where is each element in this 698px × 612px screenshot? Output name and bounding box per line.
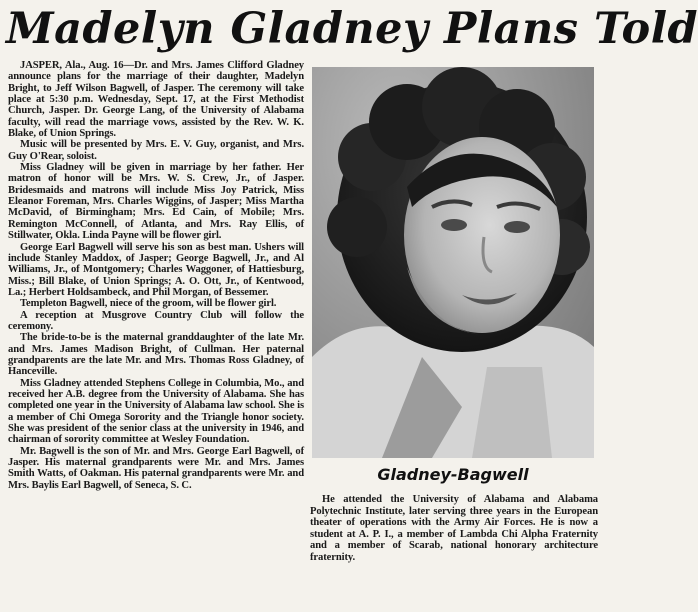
- paragraph-reception: A reception at Musgrove Country Club will follow the ceremony.: [8, 309, 304, 332]
- paragraph-music: Music will be presented by Mrs. E. V. Guy, organist, and Mrs. Guy O'Rear, soloist.: [8, 139, 304, 162]
- headline: Madelyn Gladney Plans Told: [6, 4, 698, 54]
- paragraph-announcement: JASPER, Ala., Aug. 16—Dr. and Mrs. James Clifford Gladney announce plans for the marriage of their daughter, Madelyn Bright, to Jeff Wilson Bagwell, of Jasper. The ceremony will take place at 5:30 p.m. Wednesday, Sept. 17, at the First Methodist Church, Jasper. Dr. George Lang, of the University of Alabama faculty, will read the marriage vows, assisted by the Rev. W. K. Blake, of Union Springs.: [8, 60, 304, 140]
- article-left-column: [8, 60, 304, 608]
- paragraph-groomsmen: George Earl Bagwell will serve his son as best man. Ushers will include Stanley Maddox, of Jasper; George Bagwell, Jr., and Al Williams, Jr., of Montgomery; Charles Waggoner, of Hattiesburg, Miss.; Bill Blake, of Union Springs; A. O. Ott, Jr., of Kentwood, La.; Herbert Holdsambeck, and Phil Morgan, of Bessemer.: [8, 241, 304, 298]
- paragraph-bride-grandparents: The bride-to-be is the maternal granddaughter of the late Mr. and Mrs. James Madison Bright, of Cullman. Her paternal grandparents are the late Mr. and Mrs. Thomas Ross Gladney, of Hanceville.: [8, 332, 304, 378]
- paragraph-groom-education: He attended the University of Alabama and Alabama Polytechnic Institute, later serving three years in the European theater of operations with the Army Air Forces. He is now a student at A. P. I., a member of Lambda Chi Alpha Fraternity and a member of Scarab, national honorary architecture fraternity.: [310, 494, 598, 563]
- portrait-photo: [312, 67, 594, 458]
- paragraph-groom-family: Mr. Bagwell is the son of Mr. and Mrs. George Earl Bagwell, of Jasper. His maternal grandparents were Mr. and Mrs. James Smith Watts, of Oakman. His paternal grandparents were Mr. and Mrs. Baylis Earl Bagwell, of Seneca, S. C.: [8, 445, 304, 491]
- photo-caption: Gladney-Bagwell: [377, 465, 529, 484]
- paragraph-bridal-party: Miss Gladney will be given in marriage by her father. Her matron of honor will be Mrs. W. S. Crew, Jr., of Jasper. Bridesmaids and matrons will include Miss Joy Patrick, Miss Eleanor Foreman, Mrs. Charles Wiggins, of Jasper; Miss Martha McDavid, of Birmingham; Mrs. Ed Cain, of Mobile; Mrs. Remington McConnell, of Atlanta, and Mrs. Ray Ellis, of Stillwater, Okla. Linda Payne will be flower girl.: [8, 162, 304, 242]
- paragraph-flower-girl: Templeton Bagwell, niece of the groom, will be flower girl.: [20, 298, 277, 310]
- article-right-column: [310, 494, 598, 606]
- paragraph-bride-education: Miss Gladney attended Stephens College in Columbia, Mo., and received her A.B. degree from the University of Alabama. She has completed one year in the University of Alabama law school. She is a member of Chi Omega Sorority and the Triangle honor society. She was president of the senior class at the university in 1946, and chairman of sorority committee at Wesley Foundation.: [8, 377, 304, 446]
